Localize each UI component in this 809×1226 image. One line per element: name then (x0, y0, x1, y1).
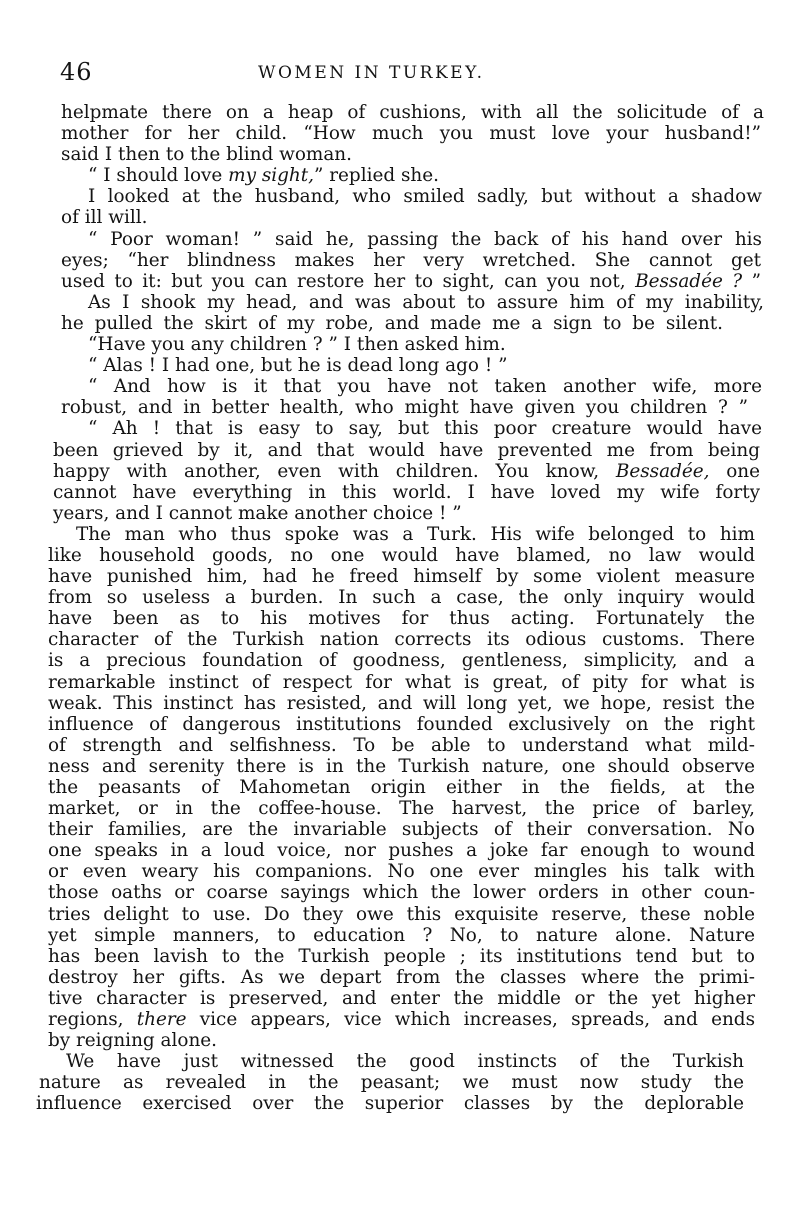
text-line (36, 1093, 744, 1114)
text-line (36, 397, 748, 418)
line-text: market, or in the coffee-house. The harvest, the price of barley, (48, 798, 755, 820)
body-text (36, 102, 764, 1115)
line-text: he pulled the skirt of my robe, and made me a sign to be silent. (61, 312, 723, 334)
text-line (36, 608, 755, 629)
text-line (36, 946, 755, 967)
line-text: character of the Turkish nation corrects its odious customs. There (48, 629, 755, 651)
line-text: remarkable instinct of respect for what is great, of pity for what is (48, 671, 755, 693)
line-text: of ill will. (61, 207, 148, 229)
text-line (36, 207, 201, 228)
text-line (36, 376, 762, 397)
text-line (36, 672, 755, 693)
line-text: cannot have everything in this world. I have loved my wife forty (53, 481, 760, 503)
text-line (36, 925, 755, 946)
text-line (36, 566, 755, 587)
text-line (36, 165, 488, 186)
text-line (36, 482, 760, 503)
text-line (36, 904, 755, 925)
text-line (36, 988, 755, 1009)
line-text: influence of dangerous institutions founded exclusively on the right (48, 713, 755, 735)
italic-text: Bessadée, (615, 460, 710, 482)
line-text: is a precious foundation of goodness, gentleness, simplicity, and a (48, 650, 755, 672)
line-text: used to it: but you can restore her to sight, can you not, (61, 270, 636, 292)
text-line (36, 840, 755, 861)
line-text: “ Ah ! that is easy to say, but this poor creature would have (88, 418, 762, 440)
line-text: ” replied she. (314, 165, 439, 187)
text-line (36, 503, 523, 524)
running-title: WOMEN IN TURKEY. (258, 63, 485, 83)
line-text: ness and serenity there is in the Turkish nature, one should observe (48, 755, 755, 777)
line-text: been grieved by it, and that would have prevented me from being (53, 439, 760, 461)
text-line (36, 629, 755, 650)
text-line (36, 440, 760, 461)
line-text: influence exercised over the superior classes by the deplorable (36, 1093, 744, 1115)
line-text: destroy her gifts. As we depart from the classes where the primi- (48, 966, 755, 988)
text-line (36, 334, 543, 355)
text-line (36, 650, 755, 671)
text-line (36, 798, 755, 819)
line-text: years, and I cannot make another choice ! ” (53, 502, 462, 524)
line-text: We have just witnessed the good instincts of the Turkish (66, 1051, 744, 1073)
text-line (36, 756, 755, 777)
text-line (36, 1030, 278, 1051)
line-text: have been as to his motives for thus acting. Fortunately the (48, 608, 755, 630)
text-line (36, 714, 755, 735)
line-text: has been lavish to the Turkish people ; its institutions tend but to (48, 945, 755, 967)
italic-text: there (136, 1009, 187, 1031)
text-line (36, 229, 762, 250)
page-number: 46 (60, 58, 93, 86)
text-line (36, 967, 755, 988)
line-text: nature as revealed in the peasant; we must now study the (39, 1072, 744, 1094)
line-text: their families, are the invariable subjects of their conversation. No (48, 819, 755, 841)
text-line (36, 861, 755, 882)
text-line (36, 102, 764, 123)
text-line (36, 1009, 755, 1030)
line-text: tries delight to use. Do they owe this exquisite reserve, these noble (48, 903, 755, 925)
running-head (60, 58, 730, 94)
text-line (36, 418, 762, 439)
line-text: The man who thus spoke was a Turk. His wife belonged to him (76, 523, 755, 545)
text-line (36, 1072, 744, 1093)
text-line (36, 524, 755, 545)
line-text: mother for her child. “How much you must love your husband!” (61, 123, 761, 145)
line-text: As I shook my head, and was about to assure him of my inability, (88, 291, 764, 313)
line-text: yet simple manners, to education ? No, to nature alone. Nature (48, 924, 755, 946)
line-text: like household goods, no one would have blamed, no law would (48, 544, 755, 566)
line-text: “ Alas ! I had one, but he is dead long ago ! ” (88, 355, 508, 377)
line-text: the peasants of Mahometan origin either in the fields, at the (48, 777, 755, 798)
line-text: robust, and in better health, who might have given you children ? ” (61, 397, 748, 419)
line-text: one (709, 460, 760, 482)
text-line (36, 882, 755, 903)
text-line (36, 777, 755, 798)
line-text: happy with another, even with children. You know, (53, 460, 616, 482)
line-text: “ And how is it that you have not taken another wife, more (88, 376, 762, 398)
text-line (36, 271, 761, 292)
text-line (36, 545, 755, 566)
text-line (36, 186, 762, 207)
text-line (36, 144, 411, 165)
text-line (36, 461, 760, 482)
line-text: of strength and selfishness. To be able to understand what mild- (48, 734, 755, 756)
italic-text: my sight, (228, 165, 314, 187)
italic-text: Bessadée ? (635, 270, 743, 292)
line-text: helpmate there on a heap of cushions, with all the solicitude of a (61, 102, 764, 123)
text-line (36, 250, 761, 271)
line-text: by reigning alone. (48, 1030, 218, 1052)
line-text: have punished him, had he freed himself by some violent measure (48, 566, 755, 588)
line-text: “Have you any children ? ” I then asked him. (88, 334, 506, 356)
line-text: “ I should love (88, 165, 229, 187)
text-line (36, 313, 723, 334)
text-line (36, 735, 755, 756)
text-line (36, 292, 764, 313)
line-text: “ Poor woman! ” said he, passing the back of his hand over his (88, 228, 762, 250)
line-text: ” (742, 270, 762, 292)
text-line (36, 693, 755, 714)
line-text: eyes; “her blindness makes her very wretched. She cannot get (61, 249, 761, 271)
text-line (36, 123, 761, 144)
line-text: from so useless a burden. In such a case, the only inquiry would (48, 587, 755, 609)
line-text: those oaths or coarse sayings which the lower orders in other coun- (48, 882, 755, 904)
line-text: tive character is preserved, and enter the middle or the yet higher (48, 987, 755, 1009)
line-text: vice appears, vice which increases, spreads, and ends (186, 1009, 756, 1031)
line-text: said I then to the blind woman. (61, 144, 352, 166)
text-line (36, 819, 755, 840)
line-text: I looked at the husband, who smiled sadly, but without a shadow (88, 186, 762, 208)
text-line (36, 355, 538, 376)
text-line (36, 587, 755, 608)
line-text: one speaks in a loud voice, nor pushes a joke far enough to wound (48, 840, 755, 862)
line-text: regions, (48, 1009, 137, 1031)
line-text: or even weary his companions. No one ever mingles his talk with (48, 861, 755, 883)
line-text: weak. This instinct has resisted, and will long yet, we hope, resist the (48, 692, 755, 714)
text-line (36, 1051, 744, 1072)
